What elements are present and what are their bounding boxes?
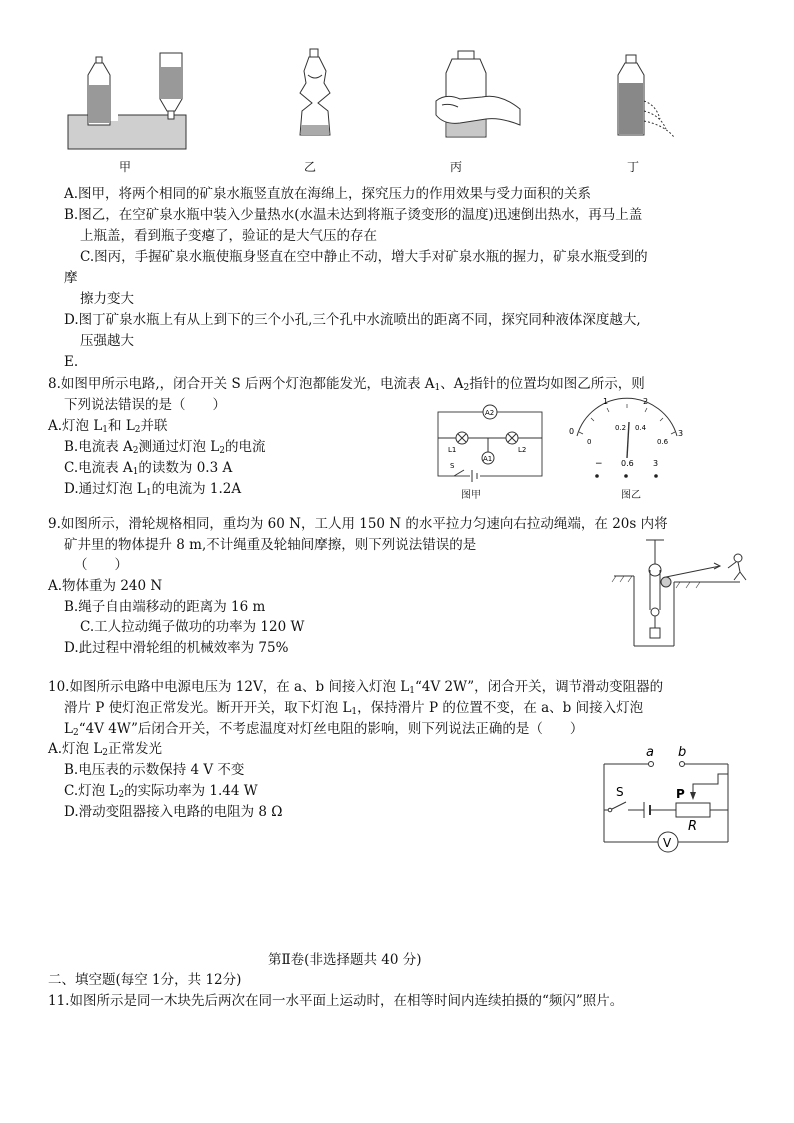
figure-jia: [62, 45, 192, 155]
q8-option-a: A.灯泡 $L_1$和 $L_2$并联: [48, 418, 168, 435]
meter-terminal-3: 3: [653, 459, 659, 468]
circuit-label-l2: L2: [518, 446, 527, 454]
meter-terminal-0-6: 0.6: [621, 459, 634, 468]
figure-ding: [612, 45, 682, 145]
q10-label-p: P: [676, 787, 685, 801]
q10-label-r: R: [688, 819, 698, 834]
q8-stem-line1: 8.如图甲所示电路,，闭合开关 S 后两个灯泡都能发光，电流表 $A_1$、$A_2$指针的位置均如图乙所示，则: [48, 376, 645, 393]
q7-option-e: E.: [64, 354, 79, 370]
circuit-label-a2: A2: [485, 409, 495, 417]
q8-stem-line2: 下列说法错误的是（ ）: [64, 397, 226, 413]
q10-label-a: a: [646, 745, 654, 760]
q7-option-b-line2: 上瓶盖，看到瓶子变瘪了，验证的是大气压的存在: [80, 228, 377, 244]
figure-label-jia: 甲: [119, 160, 132, 174]
circuit-label-l1: L1: [448, 446, 457, 454]
q10-stem-line1: 10.如图所示电路中电源电压为 12V，在 a、b 间接入灯泡 $L_1“4V$ 2W”，闭合开关，调节滑动变阻器的: [48, 679, 664, 696]
q10-circuit-diagram: [596, 744, 736, 860]
q10-label-b: b: [678, 745, 687, 760]
meter-terminal-neg: −: [595, 459, 603, 469]
q10-option-c: C.灯泡 $L_2$的实际功率为 1.44 W: [64, 783, 258, 800]
q7-option-b-line1: B.图乙，在空矿泉水瓶中装入少量热水(水温未达到将瓶子烫变形的温度)迅速倒出热水，再马上盖: [64, 207, 643, 223]
q9-option-b: B.绳子自由端移动的距离为 16 m: [64, 599, 266, 615]
meter-tick-top-2: 2: [643, 397, 649, 406]
meter-tick-bottom-2: 0.4: [635, 424, 647, 432]
figure-bing: [430, 45, 530, 145]
q7-option-d-line2: 压强越大: [80, 333, 134, 349]
q8-option-c: C.电流表 $A_1$的读数为 0.3 A: [64, 460, 233, 477]
meter-tick-bottom-3: 0.6: [657, 438, 669, 446]
q8-circuit-diagram: [430, 402, 550, 502]
section2-heading: 二、填空题(每空 1分，共 12分): [48, 972, 242, 988]
q10-label-v: V: [663, 836, 672, 850]
q8-figure-left-caption: 图甲: [461, 490, 481, 501]
q9-stem-line1: 9.如图所示，滑轮规格相同，重均为 60 N，工人用 150 N 的水平拉力匀速向右拉动绳端，在 20s 内将: [48, 516, 668, 532]
q10-option-a: A.灯泡 $L_2$正常发光: [48, 741, 163, 758]
q7-option-d-line1: D.图丁矿泉水瓶上有从上到下的三个小孔,三个孔中水流喷出的距离不同，探究同种液体深度越大,: [64, 312, 641, 328]
q8-option-b: B.电流表 $A_2$测通过灯泡 $L_2$的电流: [64, 439, 266, 456]
q9-option-a: A.物体重为 240 N: [48, 578, 163, 594]
circuit-label-a1: A1: [483, 455, 493, 463]
q9-stem-line2: 矿井里的物体提升 8 m,不计绳重及轮轴间摩擦，则下列说法错误的是: [64, 537, 477, 553]
figure-yi: [290, 45, 340, 145]
circuit-label-s: S: [450, 462, 455, 470]
q10-option-d: D.滑动变阻器接入电路的电阻为 8 Ω: [64, 804, 283, 820]
q9-pulley-diagram: [610, 536, 755, 652]
q10-label-s: S: [616, 785, 624, 799]
meter-tick-top-0: 0: [569, 427, 575, 436]
q8-ammeter-dial: [565, 396, 689, 486]
q9-stem-line3: （ ）: [74, 557, 128, 573]
meter-tick-bottom-1: 0.2: [615, 424, 627, 432]
q9-option-c: C.工人拉动绳子做功的功率为 120 W: [80, 619, 305, 635]
q8-figure-right-caption: 图乙: [621, 490, 641, 501]
q10-stem-line2: 滑片 P 使灯泡正常发光。断开开关，取下灯泡 $L_1$，保持滑片 P 的位置不变，在 a、b 间接入灯泡: [64, 700, 644, 717]
meter-tick-bottom-0: 0: [587, 438, 592, 446]
q11-stem: 11.如图所示是同一木块先后两次在同一水平面上运动时，在相等时间内连续拍摄的“频闪”照片。: [48, 993, 624, 1009]
figure-label-yi: 乙: [304, 160, 317, 174]
q8-option-d: D.通过灯泡 $L_1$的电流为 1.2A: [64, 481, 242, 498]
q7-option-a: A.图甲，将两个相同的矿泉水瓶竖直放在海绵上，探究压力的作用效果与受力面积的关系: [64, 186, 592, 202]
figure-label-bing: 丙: [450, 160, 463, 174]
q10-option-b: B.电压表的示数保持 4 V 不变: [64, 762, 245, 778]
q7-option-c-line2: 摩: [64, 270, 78, 286]
q7-option-c-line1: C.图丙，手握矿泉水瓶使瓶身竖直在空中静止不动，增大手对矿泉水瓶的握力，矿泉水瓶受到的: [80, 249, 648, 265]
q10-stem-line3: $L_2“4V$ 4W”后闭合开关，不考虑温度对灯丝电阻的影响，则下列说法正确的是（ ）: [64, 721, 584, 738]
meter-tick-top-3: 3: [678, 429, 684, 438]
section2-title: 第Ⅱ卷(非选择题共 40 分): [268, 952, 422, 968]
q7-option-c-line3: 擦力变大: [80, 291, 134, 307]
figure-label-ding: 丁: [627, 160, 640, 174]
meter-tick-top-1: 1: [603, 397, 609, 406]
q9-option-d: D.此过程中滑轮组的机械效率为 75%: [64, 640, 289, 656]
